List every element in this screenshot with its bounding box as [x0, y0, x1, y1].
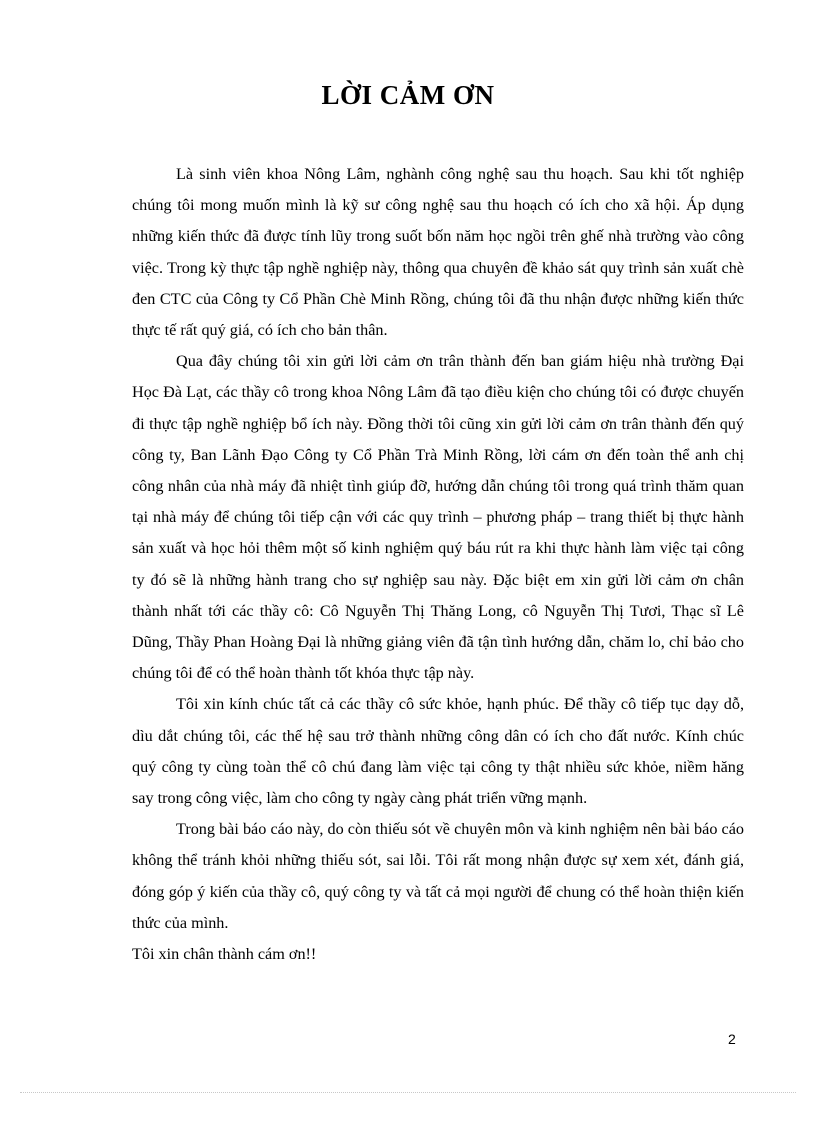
- paragraph-1: Là sinh viên khoa Nông Lâm, nghành công nghệ sau thu hoạch. Sau khi tốt nghiệp chúng tôi mong muốn mình là kỹ sư công nghệ sau thu hoạch có ích cho xã hội. Áp dụng những kiến thức đã được tính lũy trong suốt bốn năm học ngồi trên ghế nhà trường vào công việc. Trong kỳ thực tập nghề nghiệp này, thông qua chuyên đề khảo sát quy trình sản xuất chè đen CTC của Công ty Cổ Phần Chè Minh Rồng, chúng tôi đã thu nhận được những kiến thức thực tế rất quý giá, có ích cho bản thân.: [132, 165, 744, 340]
- acknowledgement-body: [132, 159, 744, 970]
- closing-line: Tôi xin chân thành cám ơn!!: [132, 945, 317, 964]
- footer-divider: [20, 1092, 796, 1093]
- page-title: LỜI CẢM ƠN: [321, 80, 495, 110]
- paragraph-2: Qua đây chúng tôi xin gửi lời cảm ơn trân thành đến ban giám hiệu nhà trường Đại Học Đà Lạt, các thầy cô trong khoa Nông Lâm đã tạo điều kiện cho chúng tôi có được chuyến đi thực tập nghề nghiệp bổ ích này. Đồng thời tôi cũng xin gửi lời cảm ơn trân thành đến quý công ty, Ban Lãnh Đạo Công ty Cổ Phần Trà Minh Rồng, lời cám ơn đến toàn thể anh chị công nhân của nhà máy đã nhiệt tình giúp đỡ, hướng dẫn chúng tôi trong quá trình thăm quan tại nhà máy để chúng tôi tiếp cận với các quy trình – phương pháp – trang thiết bị thực hành sản xuất và học hỏi thêm một số kinh nghiệm quý báu rút ra khi thực hành làm việc tại công ty đó sẽ là những hành trang cho sự nghiệp sau này. Đặc biệt em xin gửi lời cảm ơn chân thành nhất tới các thầy cô: Cô Nguyễn Thị Thăng Long, cô Nguyễn Thị Tươi, Thạc sĩ Lê Dũng, Thầy Phan Hoàng Đại là những giảng viên đã tận tình hướng dẫn, chăm lo, chỉ bảo cho chúng tôi để có thể hoàn thành tốt khóa thực tập này.: [132, 352, 744, 683]
- paragraph-4: Trong bài báo cáo này, do còn thiếu sót về chuyên môn và kinh nghiệm nên bài báo cáo không thể tránh khỏi những thiếu sót, sai lỗi. Tôi rất mong nhận được sự xem xét, đánh giá, đóng góp ý kiến của thầy cô, quý công ty và tất cả mọi người để chung có thể hoàn thiện kiến thức của mình.: [132, 820, 744, 932]
- paragraph-3: Tôi xin kính chúc tất cả các thầy cô sức khỏe, hạnh phúc. Để thầy cô tiếp tục dạy dỗ, dìu dắt chúng tôi, các thế hệ sau trở thành những công dân có ích cho đất nước. Kính chúc quý công ty cùng toàn thể cô chú đang làm việc tại công ty thật nhiều sức khỏe, niềm hăng say trong công việc, làm cho công ty ngày càng phát triển vững mạnh.: [132, 695, 744, 808]
- page-number: 2: [728, 1031, 736, 1047]
